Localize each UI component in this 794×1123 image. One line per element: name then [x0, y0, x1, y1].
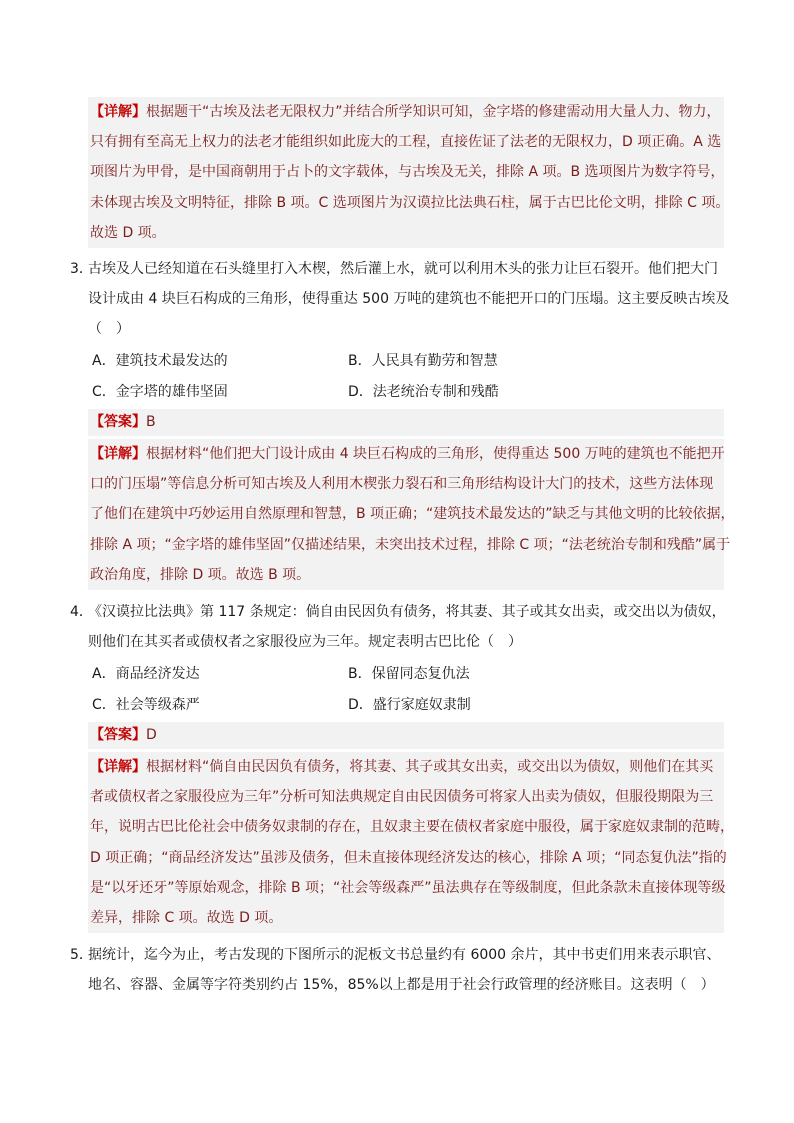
question-text: 据统计，迄今为止，考古发现的下图所示的泥板文书总量约有 6000 余片，其中书吏们用来表示职官、 [88, 947, 721, 963]
explanation-line: 未体现古埃及文明特征，排除 B 项。C 选项图片为汉谟拉比法典石柱，属于古巴比伦文明，排除 C 项。 [90, 194, 730, 211]
explanation-line: 是“以牙还牙”等原始观念，排除 B 项；“社会等级森严”虽法典存在等级制度，但此条款未直接体现等级 [90, 879, 726, 896]
explanation-q3: 【详解】根据材料“他们把大门设计成由 4 块巨石构成的三角形，使得重达 500 万吨的建筑也不能把开 口的门压塌”等信息分析可知古埃及人利用木楔张力裂石和三角形结构设计大门的技术，这些方法体现 了他们在建筑中巧妙运用自然原理和智慧，B 项正确；“建筑技术最发达的”缺乏与其他文明的比较依据， 排除 A 项；“金字塔的雄伟坚固”仅描述结果，未突出技术过程，排除 C 项；“法老统治专制和残酷”属于 政治角度，排除 D 项。故选 B 项。 [88, 439, 724, 590]
question-text: 《汉谟拉比法典》第 117 条规定：倘自由民因负有债务，将其妻、其子或其女出卖，或交出以为债奴， [88, 604, 726, 620]
option-c: C．金字塔的雄伟坚固 [92, 384, 228, 400]
explanation-line: 排除 A 项；“金字塔的雄伟坚固”仅描述结果，未突出技术过程，排除 C 项；“法老统治专制和残酷”属于 [90, 536, 731, 553]
question-text: 设计成由 4 块巨石构成的三角形，使得重达 500 万吨的建筑也不能把开口的门压塌。这主要反映古埃及 [88, 291, 730, 308]
answer-value: B [146, 414, 156, 430]
question-number: 5． [70, 947, 93, 963]
question-text: 地名、容器、金属等字符类别约占 15%，85%以上都是用于社会行政管理的经济账目。这表明（ ） [88, 977, 715, 994]
option-d: D．盛行家庭奴隶制 [348, 697, 471, 713]
answer-tag: 【答案】 [90, 727, 146, 743]
question-text: （ ） [88, 321, 130, 338]
option-b: B．保留同态复仇法 [348, 666, 470, 682]
explanation-line: 【详解】根据题干“古埃及法老无限权力”并结合所学知识可知，金字塔的修建需动用大量人力、物力， [90, 104, 721, 120]
detail-tag: 【详解】 [90, 104, 146, 120]
answer-tag: 【答案】 [90, 414, 146, 430]
question-number: 3． [70, 261, 93, 277]
answer-q4 [88, 722, 724, 749]
option-b: B．人民具有勤劳和智慧 [348, 353, 498, 369]
explanation-line: 政治角度，排除 D 项。故选 B 项。 [90, 566, 311, 583]
explanation-line: 差异，排除 C 项。故选 D 项。 [90, 910, 283, 927]
answer-q3 [88, 409, 724, 436]
question-4 [70, 597, 730, 657]
question-number: 4． [70, 604, 93, 620]
answer-value: D [146, 727, 157, 743]
explanation-line: 只有拥有至高无上权力的法老才能组织如此庞大的工程，直接佐证了法老的无限权力，D 项正确。A 选 [90, 134, 722, 151]
explanation-line: 项图片为甲骨，是中国商朝用于占卜的文字载体，与古埃及无关，排除 A 项。B 选项图片为数字符号， [90, 164, 725, 181]
option-d: D．法老统治专制和残酷 [348, 384, 499, 400]
explanation-line: 者或债权者之家服役应为三年”分析可知法典规定自由民因债务可将家人出卖为债奴，但服役期限为三 [90, 789, 714, 806]
explanation-line: 年，说明古巴比伦社会中债务奴隶制的存在，且奴隶主要在债权者家庭中服役，属于家庭奴隶制的范畴， [90, 819, 734, 836]
explanation-q4: 【详解】根据材料“倘自由民因负有债务，将其妻、其子或其女出卖，或交出以为债奴，则他们在其买 者或债权者之家服役应为三年”分析可知法典规定自由民因债务可将家人出卖为债奴，但服役期限为三 年，说明古巴比伦社会中债务奴隶制的存在，且奴隶主要在债权者家庭中服役，属于家庭奴隶制的范畴， D 项正确；“商品经济发达”虽涉及债务，但未直接体现经济发达的核心，排除 A 项；“同态复仇法”指的 是“以牙还牙”等原始观念，排除 B 项；“社会等级森严”虽法典存在等级制度，但此条款未直接体现等级 差异，排除 C 项。故选 D 项。 [88, 752, 724, 933]
detail-tag: 【详解】 [90, 759, 146, 775]
explanation-q2 [88, 97, 730, 248]
explanation-line: 口的门压塌”等信息分析可知古埃及人利用木楔张力裂石和三角形结构设计大门的技术，这些方法体现 [90, 476, 714, 493]
question-3 [70, 254, 730, 345]
option-a: A．商品经济发达 [92, 666, 200, 682]
detail-tag: 【详解】 [90, 446, 146, 462]
question-5 [70, 940, 730, 1000]
question-text: 则他们在其买者或债权者之家服役应为三年。规定表明古巴比伦（ ） [88, 634, 522, 651]
explanation-line: 故选 D 项。 [90, 224, 166, 241]
explanation-line: 了他们在建筑中巧妙运用自然原理和智慧，B 项正确；“建筑技术最发达的”缺乏与其他文明的比较依据， [90, 506, 735, 523]
option-c: C．社会等级森严 [92, 697, 200, 713]
explanation-line: D 项正确；“商品经济发达”虽涉及债务，但未直接体现经济发达的核心，排除 A 项；“同态复仇法”指的 [90, 849, 727, 866]
question-text: 古埃及人已经知道在石头缝里打入木楔，然后灌上水，就可以利用木头的张力让巨石裂开。他们把大门 [88, 261, 718, 277]
option-a: A．建筑技术最发达的 [92, 353, 228, 369]
